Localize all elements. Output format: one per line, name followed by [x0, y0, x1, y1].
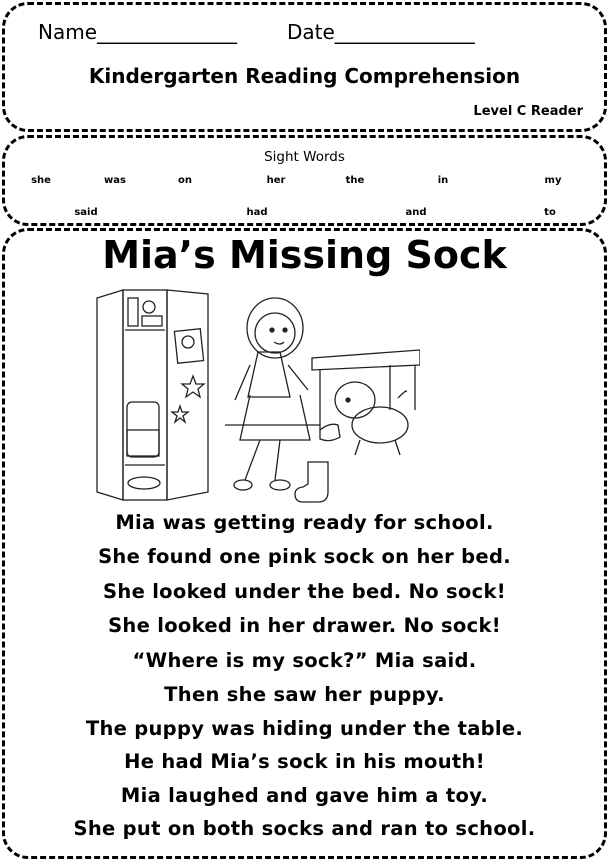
story-line: Mia was getting ready for school.: [115, 511, 494, 534]
sight-word: on: [178, 175, 192, 186]
sock-drawing: [295, 462, 328, 502]
puppy-drawing: [320, 382, 408, 455]
sight-word: my: [544, 175, 562, 186]
story-line: Then she saw her puppy.: [164, 683, 445, 706]
story-line: She looked in her drawer. No sock!: [108, 614, 501, 637]
level-label: Level C Reader: [473, 104, 583, 119]
story-line: She found one pink sock on her bed.: [98, 545, 511, 568]
sight-word: and: [405, 207, 427, 218]
worksheet-title: Kindergarten Reading Comprehension: [88, 64, 521, 88]
table-drawing: [225, 350, 420, 430]
story-line: He had Mia’s sock in his mouth!: [124, 750, 485, 773]
story-title: Mia’s Missing Sock: [102, 233, 507, 277]
story-line: She looked under the bed. No sock!: [103, 580, 506, 603]
sight-word: had: [246, 207, 268, 218]
sight-words-heading: Sight Words: [264, 149, 345, 165]
girl-drawing: [234, 298, 310, 490]
sight-word: said: [74, 207, 98, 218]
story-line: The puppy was hiding under the table.: [85, 717, 524, 740]
sight-word: the: [345, 175, 365, 186]
sight-word: she: [31, 175, 51, 186]
story-line: She put on both socks and ran to school.: [73, 817, 536, 840]
locker-drawing: [97, 290, 208, 500]
name-field[interactable]: Name______________: [38, 20, 238, 44]
sight-word: in: [437, 175, 449, 186]
sight-word: to: [544, 207, 556, 218]
sock-in-mouth: [320, 424, 340, 440]
date-field[interactable]: Date______________: [287, 20, 475, 44]
sight-word: her: [266, 175, 286, 186]
sight-word: was: [104, 175, 126, 186]
story-line: Mia laughed and gave him a toy.: [120, 784, 489, 807]
story-illustration: [80, 280, 420, 510]
story-line: “Where is my sock?” Mia said.: [132, 649, 477, 672]
